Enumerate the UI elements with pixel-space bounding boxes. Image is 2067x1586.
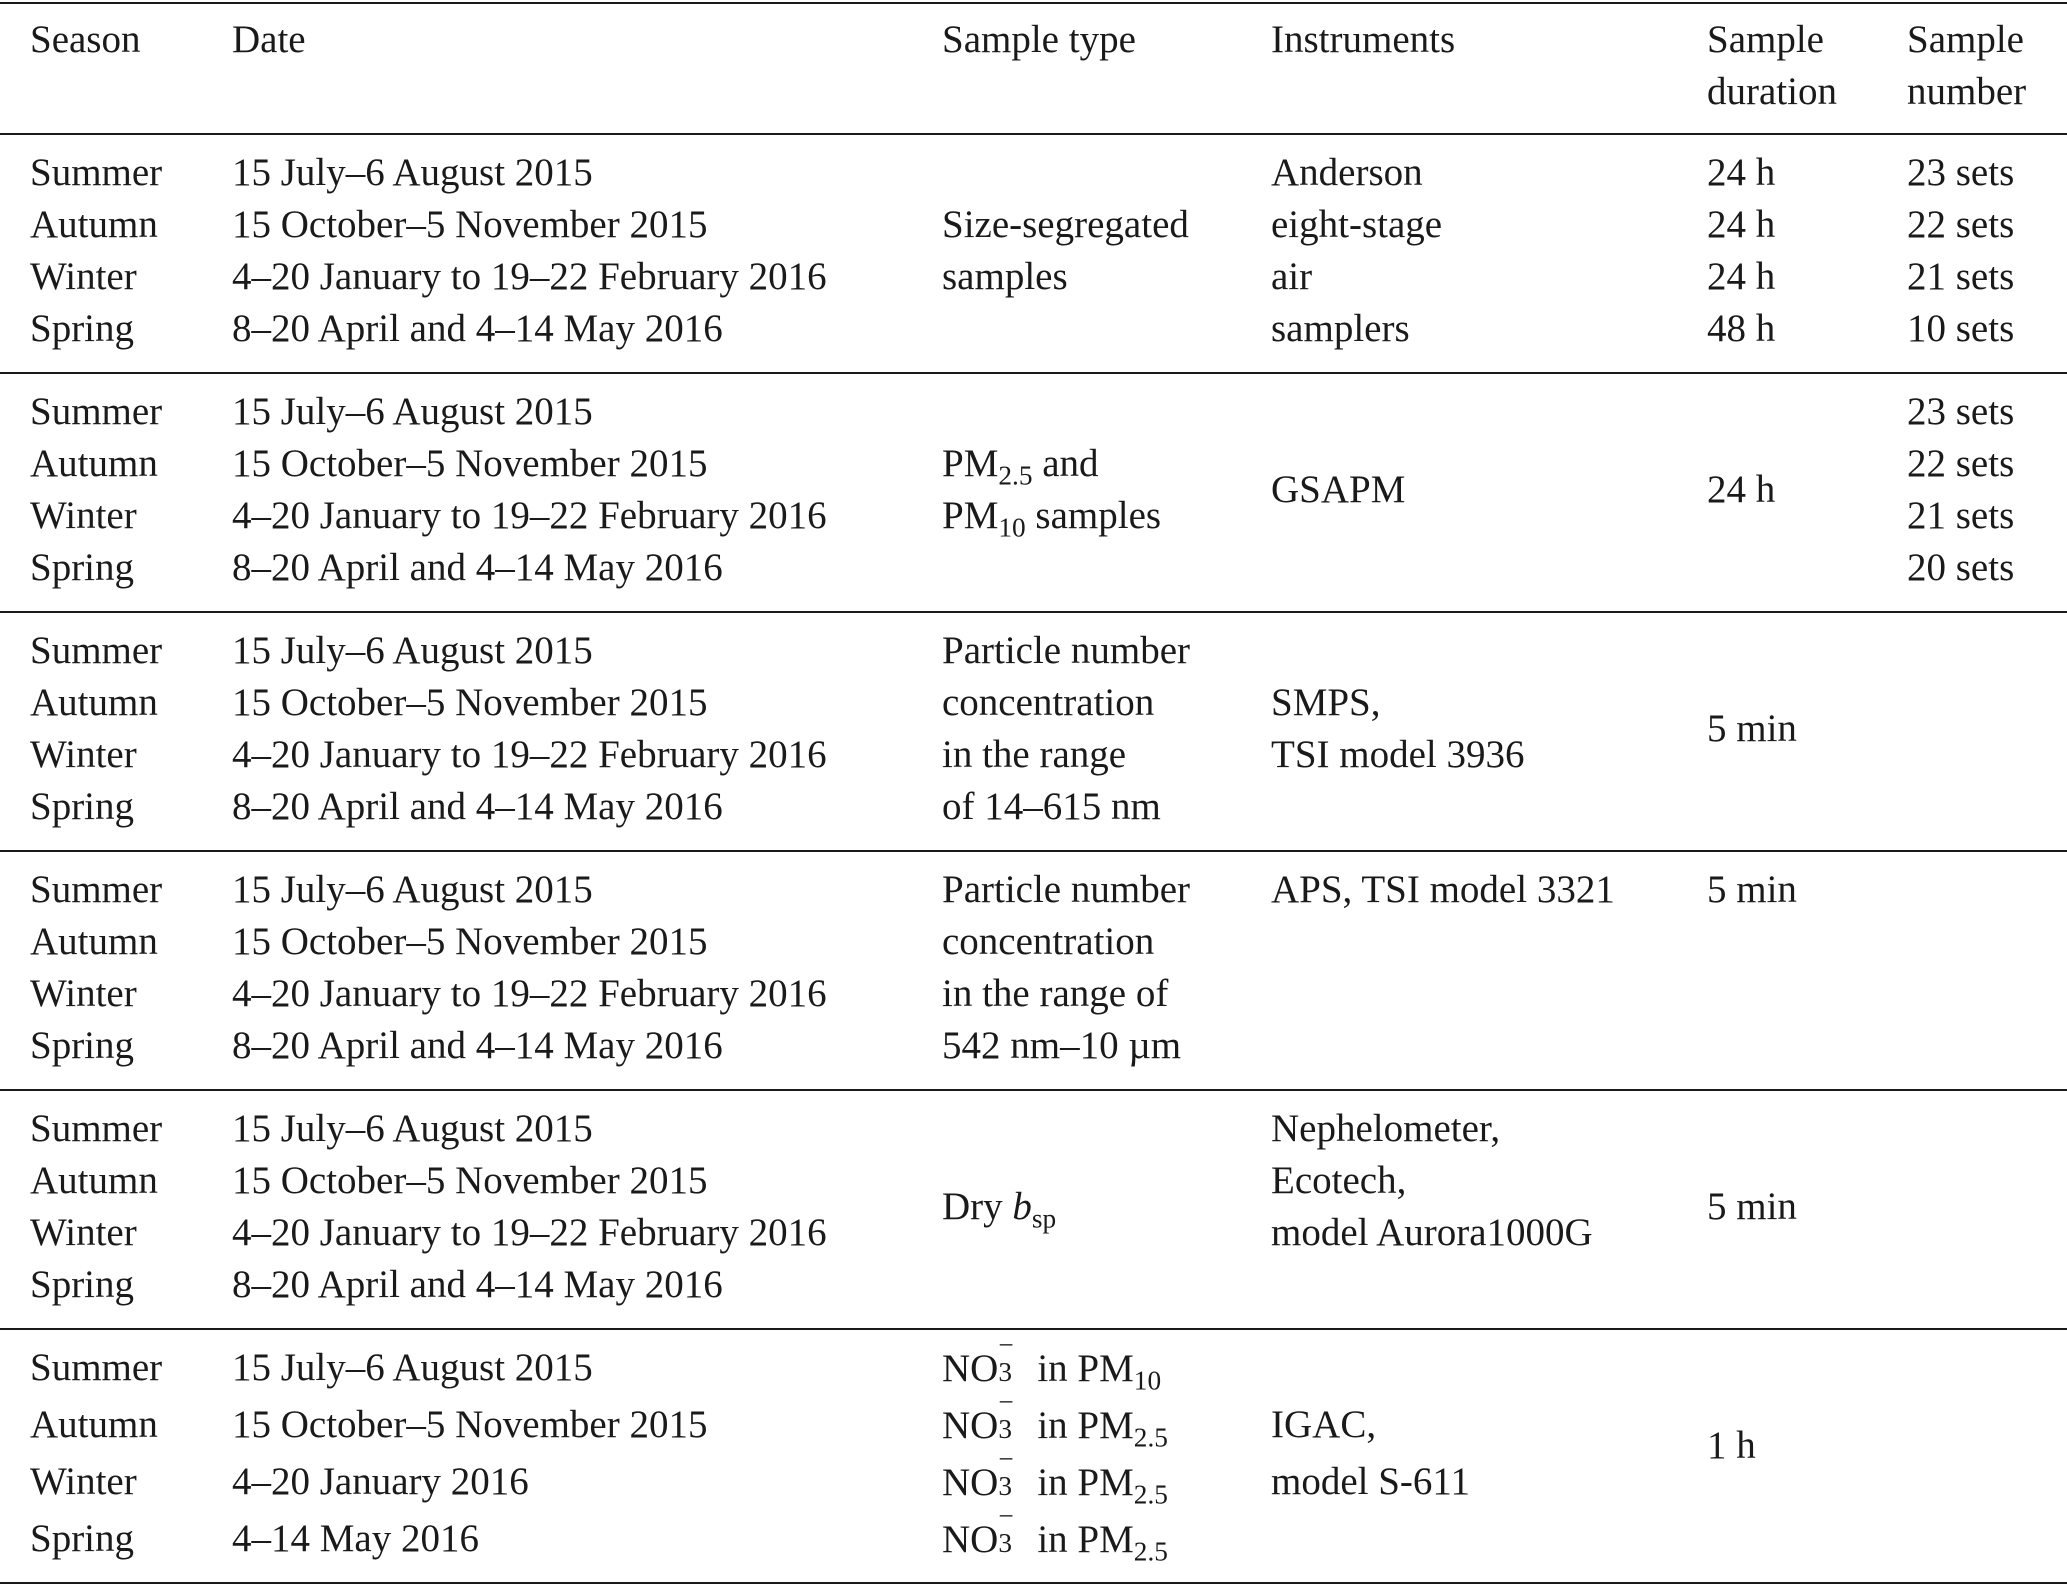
date-cell: 15 October–5 November 2015: [232, 1403, 708, 1446]
group-rule: [0, 850, 2067, 852]
instrument-cell: Ecotech,: [1271, 1159, 1407, 1202]
header-number-line1: Sample: [1907, 18, 2024, 61]
duration-cell: 1 h: [1707, 1424, 1756, 1467]
pm-subscript: 2.5: [1133, 1422, 1168, 1453]
number-cell: 23 sets: [1907, 151, 2015, 194]
instrument-cell: samplers: [1271, 307, 1410, 350]
header-instruments: Instruments: [1271, 18, 1456, 61]
date-cell: 8–20 April and 4–14 May 2016: [232, 1024, 723, 1067]
nitrate-charge: −: [998, 1329, 1014, 1360]
sample-type-cell: Size-segregated: [942, 203, 1189, 246]
season-cell: Winter: [30, 972, 137, 1015]
date-cell: 4–20 January to 19–22 February 2016: [232, 255, 827, 298]
nitrate-subscript: 3: [998, 1356, 1012, 1387]
samples-text: samples: [1025, 494, 1162, 537]
instrument-cell: TSI model 3936: [1271, 733, 1525, 776]
date-cell: 15 July–6 August 2015: [232, 1346, 593, 1389]
number-cell: 20 sets: [1907, 546, 2015, 589]
header-duration-line2: duration: [1707, 70, 1837, 113]
instrument-cell: IGAC,: [1271, 1403, 1377, 1446]
sample-type-cell: of 14–615 nm: [942, 785, 1161, 828]
season-cell: Autumn: [30, 681, 158, 724]
pm-subscript: 2.5: [998, 460, 1033, 491]
date-cell: 15 July–6 August 2015: [232, 1107, 593, 1150]
duration-cell: 5 min: [1707, 707, 1797, 750]
instrument-cell: APS, TSI model 3321: [1271, 868, 1615, 911]
instrument-cell: model Aurora1000G: [1271, 1211, 1593, 1254]
dry-text: Dry: [942, 1185, 1013, 1228]
in-pm-text: in PM: [1037, 1461, 1134, 1504]
instrument-cell: Anderson: [1271, 151, 1423, 194]
season-cell: Summer: [30, 390, 163, 433]
instrument-cell: model S-611: [1271, 1460, 1470, 1503]
sample-type-cell: in the range of: [942, 972, 1169, 1015]
instrument-cell: Nephelometer,: [1271, 1107, 1501, 1150]
duration-cell: 24 h: [1707, 468, 1776, 511]
duration-cell: 24 h: [1707, 203, 1776, 246]
season-cell: Winter: [30, 1460, 137, 1503]
nitrate-subscript: 3: [998, 1413, 1012, 1444]
date-cell: 15 October–5 November 2015: [232, 1159, 708, 1202]
sample-type-cell: [942, 1386, 1168, 1453]
number-cell: 21 sets: [1907, 494, 2015, 537]
season-cell: Spring: [30, 1024, 135, 1067]
sample-type-cell: [942, 438, 1099, 490]
season-cell: Spring: [30, 1517, 135, 1560]
season-cell: Spring: [30, 546, 135, 589]
nitrate-label: NO: [942, 1461, 999, 1504]
sample-type-cell: concentration: [942, 920, 1155, 963]
date-cell: 15 October–5 November 2015: [232, 920, 708, 963]
nitrate-subscript: 3: [998, 1470, 1012, 1501]
sample-type-cell: [942, 1500, 1168, 1567]
date-cell: 15 July–6 August 2015: [232, 390, 593, 433]
date-cell: 15 October–5 November 2015: [232, 681, 708, 724]
in-pm-text: in PM: [1037, 1518, 1134, 1561]
pm-label: PM: [942, 442, 999, 485]
date-cell: 4–14 May 2016: [232, 1517, 479, 1560]
date-cell: 8–20 April and 4–14 May 2016: [232, 307, 723, 350]
instrument-cell: eight-stage: [1271, 203, 1443, 246]
season-cell: Summer: [30, 868, 163, 911]
in-pm-text: in PM: [1037, 1404, 1134, 1447]
group-rule: [0, 372, 2067, 374]
number-cell: 21 sets: [1907, 255, 2015, 298]
header-sample-type: Sample type: [942, 18, 1136, 61]
bsp-symbol: b: [1012, 1185, 1032, 1228]
nitrate-label: NO: [942, 1404, 999, 1447]
pm-label: PM: [942, 494, 999, 537]
header-date: Date: [232, 18, 306, 61]
nitrate-label: NO: [942, 1347, 999, 1390]
sample-type-cell: concentration: [942, 681, 1155, 724]
bsp-subscript: sp: [1031, 1203, 1057, 1234]
season-cell: Summer: [30, 629, 163, 672]
nitrate-charge: −: [998, 1443, 1014, 1474]
header-number-line2: number: [1907, 70, 2027, 113]
number-cell: 22 sets: [1907, 203, 2015, 246]
duration-cell: 5 min: [1707, 868, 1797, 911]
date-cell: 4–20 January to 19–22 February 2016: [232, 733, 827, 776]
date-cell: 4–20 January 2016: [232, 1460, 529, 1503]
pm-subscript: 2.5: [1133, 1536, 1168, 1567]
date-cell: 8–20 April and 4–14 May 2016: [232, 1263, 723, 1306]
date-cell: 15 July–6 August 2015: [232, 151, 593, 194]
date-cell: 4–20 January to 19–22 February 2016: [232, 1211, 827, 1254]
number-cell: 10 sets: [1907, 307, 2015, 350]
date-cell: 4–20 January to 19–22 February 2016: [232, 494, 827, 537]
number-cell: 22 sets: [1907, 442, 2015, 485]
season-cell: Autumn: [30, 920, 158, 963]
sample-type-cell: in the range: [942, 733, 1127, 776]
duration-cell: 24 h: [1707, 255, 1776, 298]
season-cell: Autumn: [30, 203, 158, 246]
season-cell: Summer: [30, 151, 163, 194]
top-rule: [0, 2, 2067, 4]
number-cell: 23 sets: [1907, 390, 2015, 433]
season-cell: Winter: [30, 1211, 137, 1254]
bottom-rule: [0, 1582, 2067, 1584]
season-cell: Spring: [30, 307, 135, 350]
group-rule: [0, 1089, 2067, 1091]
instrument-cell: GSAPM: [1271, 468, 1406, 511]
pm-subscript: 10: [998, 512, 1026, 543]
season-cell: Autumn: [30, 442, 158, 485]
date-cell: 8–20 April and 4–14 May 2016: [232, 785, 723, 828]
instrument-cell: air: [1271, 255, 1313, 298]
pm-subscript: 10: [1133, 1365, 1162, 1396]
pm-subscript: 2.5: [1133, 1479, 1168, 1510]
season-cell: Winter: [30, 494, 137, 537]
date-cell: 15 October–5 November 2015: [232, 203, 708, 246]
date-cell: 15 July–6 August 2015: [232, 868, 593, 911]
season-cell: Winter: [30, 733, 137, 776]
sample-type-cell: 542 nm–10 µm: [942, 1024, 1182, 1067]
sample-type-cell: [942, 1329, 1162, 1396]
group-rule: [0, 1328, 2067, 1330]
and-text: and: [1032, 442, 1099, 485]
season-cell: Spring: [30, 785, 135, 828]
sample-type-cell: [942, 1181, 1056, 1233]
duration-cell: 5 min: [1707, 1185, 1797, 1228]
instrument-cell: SMPS,: [1271, 681, 1381, 724]
sample-type-cell: Particle number: [942, 629, 1190, 672]
duration-cell: 48 h: [1707, 307, 1776, 350]
nitrate-label: NO: [942, 1518, 999, 1561]
season-cell: Autumn: [30, 1403, 158, 1446]
season-cell: Summer: [30, 1107, 163, 1150]
season-cell: Spring: [30, 1263, 135, 1306]
date-cell: 8–20 April and 4–14 May 2016: [232, 546, 723, 589]
header-rule: [0, 133, 2067, 135]
season-cell: Autumn: [30, 1159, 158, 1202]
sample-type-cell: samples: [942, 255, 1068, 298]
sample-type-cell: [942, 1443, 1168, 1510]
nitrate-charge: −: [998, 1500, 1014, 1531]
duration-cell: 24 h: [1707, 151, 1776, 194]
date-cell: 15 July–6 August 2015: [232, 629, 593, 672]
header-duration-line1: Sample: [1707, 18, 1824, 61]
group-rule: [0, 611, 2067, 613]
date-cell: 4–20 January to 19–22 February 2016: [232, 972, 827, 1015]
nitrate-subscript: 3: [998, 1527, 1012, 1558]
sample-type-cell: Particle number: [942, 868, 1190, 911]
season-cell: Summer: [30, 1346, 163, 1389]
header-season: Season: [30, 18, 141, 61]
in-pm-text: in PM: [1037, 1347, 1134, 1390]
season-cell: Winter: [30, 255, 137, 298]
nitrate-charge: −: [998, 1386, 1014, 1417]
sample-type-cell: [942, 490, 1161, 542]
date-cell: 15 October–5 November 2015: [232, 442, 708, 485]
